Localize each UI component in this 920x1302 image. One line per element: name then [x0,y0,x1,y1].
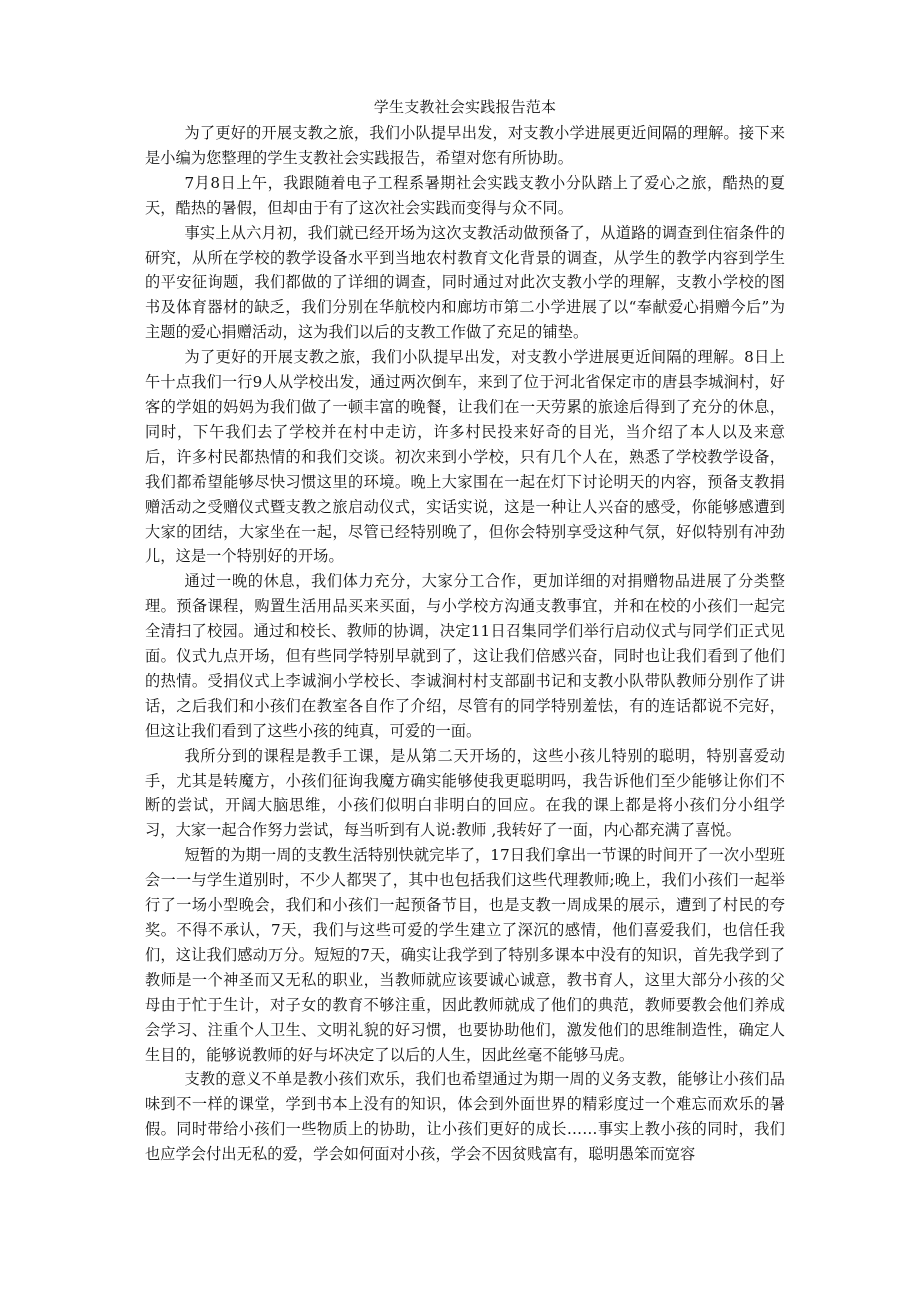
paragraph-july-8: 7月8日上午，我跟随着电子工程系暑期社会实践支教小分队踏上了爱心之旅，酷热的夏天，酷热的暑假，但却由于有了这次社会实践而变得与众不同。 [145,173,785,217]
paragraph-preparation: 事实上从六月初，我们就已经开场为这次支教活动做预备了，从道路的调查到住宿条件的研究，从所在学校的教学设备水平到当地农村教育文化背景的调查，从学生的教学内容到学生的平安征询题，我们都做的了详细的调查，同时通过对此次支教小学的理解，支教小学校的图书及体育器材的缺乏，我们分别在华航校内和廊坊市第二小学进展了以“奉献爱心捐赠今后”为主题的爱心捐赠活动，这为我们以后的支教工作做了充足的铺垫。 [145,223,785,342]
paragraph-handcraft-class: 我所分到的课程是教手工课，是从第二天开场的，这些小孩儿特别的聪明，特别喜爱动手，尤其是转魔方，小孩们征询我魔方确实能够使我更聪明吗，我告诉他们至少能够让你们不断的尝试，开阔大脑思维，小孩们似明白非明白的回应。在我的课上都是将小孩们分小组学习，大家一起合作努力尝试，每当听到有人说:教师 ,我转好了一面，内心都充满了喜悦。 [145,746,785,840]
document-title: 学生支教社会实践报告范本 [373,98,557,116]
paragraph-ceremony: 通过一晚的休息，我们体力充分，大家分工合作，更加详细的对捐赠物品进展了分类整理。预备课程，购置生活用品买来买面，与小学校方沟通支教事宜，并和在校的小孩们一起完全清扫了校园。通过和校长、教师的协调，决定11日召集同学们举行启动仪式与同学们正式见面。仪式九点开场，但有些同学特别早就到了，这让我们倍感兴奋，同时也让我们看到了他们的热情。受捐仪式上李诚涧小学校长、李诚涧村村支部副书记和支教小队带队教师分别作了讲话，之后我们和小孩们在教室各自作了介绍，尽管有的同学特别羞怯，有的连话都说不完好，但这让我们看到了这些小孩的纯真，可爱的一面。 [145,572,785,740]
paragraph-farewell: 短暂的为期一周的支教生活特别快就完毕了，17日我们拿出一节课的时间开了一次小型班会一一与学生道别时，不少人都哭了，其中也包括我们这些代理教师;晚上，我们小孩们一起举行了一场小型晚会，我们和小孩们一起预备节目，也是支教一周成果的展示，遭到了村民的夸奖。不得不承认，7天，我们与这些可爱的学生建立了深沉的感情，他们喜爱我们，也信任我们，这让我们感动万分。短短的7天，确实让我学到了特别多课本中没有的知识，首先我学到了教师是一个神圣而又无私的职业，当教师就应该要诚心诚意，教书育人，这里大部分小孩的父母由于忙于生计，对子女的教育不够注重，因此教师就成了他们的典范，教师要教会他们养成会学习、注重个人卫生、文明礼貌的好习惯，也要协助他们，激发他们的思维制造性，确定人生目的，能够说教师的好与坏决定了以后的人生，因此丝毫不能够马虎。 [145,846,785,1064]
paragraph-meaning: 支教的意义不单是教小孩们欢乐，我们也希望通过为期一周的义务支教，能够让小孩们品味到不一样的课堂，学到书本上没有的知识，体会到外面世界的精彩度过一个难忘而欢乐的暑假。同时带给小孩们一些物质上的协助，让小孩们更好的成长……事实上教小孩的同时，我们也应学会付出无私的爱，学会如何面对小孩，学会不因贫贱富有，聪明愚笨而宽容 [145,1070,785,1164]
paragraph-arrival: 为了更好的开展支教之旅，我们小队提早出发，对支教小学进展更近间隔的理解。8日上午十点我们一行9人从学校出发，通过两次倒车，来到了位于河北省保定市的唐县李城涧村，好客的学姐的妈妈为我们做了一顿丰富的晚餐，让我们在一天劳累的旅途后得到了充分的休息，同时，下午我们去了学校并在村中走访，许多村民投来好奇的目光，当介绍了本人以及来意后，许多村民都热情的和我们交谈。初次来到小学校，只有几个人在，熟悉了学校教学设备，我们都希望能够尽快习惯这里的环境。晚上大家围在一起在灯下讨论明天的内容，预备支教捐赠活动之受赠仪式暨支教之旅启动仪式，实话实说，这是一种让人兴奋的感受，你能够感遭到大家的团结，大家坐在一起，尽管已经特别晚了，但你会特别享受这种气氛，好似特别有冲劲儿，这是一个特别好的开场。 [145,348,785,566]
document-page [145,96,785,1167]
paragraph-intro: 为了更好的开展支教之旅，我们小队提早出发，对支教小学进展更近间隔的理解。接下来是小编为您整理的学生支教社会实践报告，希望对您有所协助。 [145,124,785,167]
